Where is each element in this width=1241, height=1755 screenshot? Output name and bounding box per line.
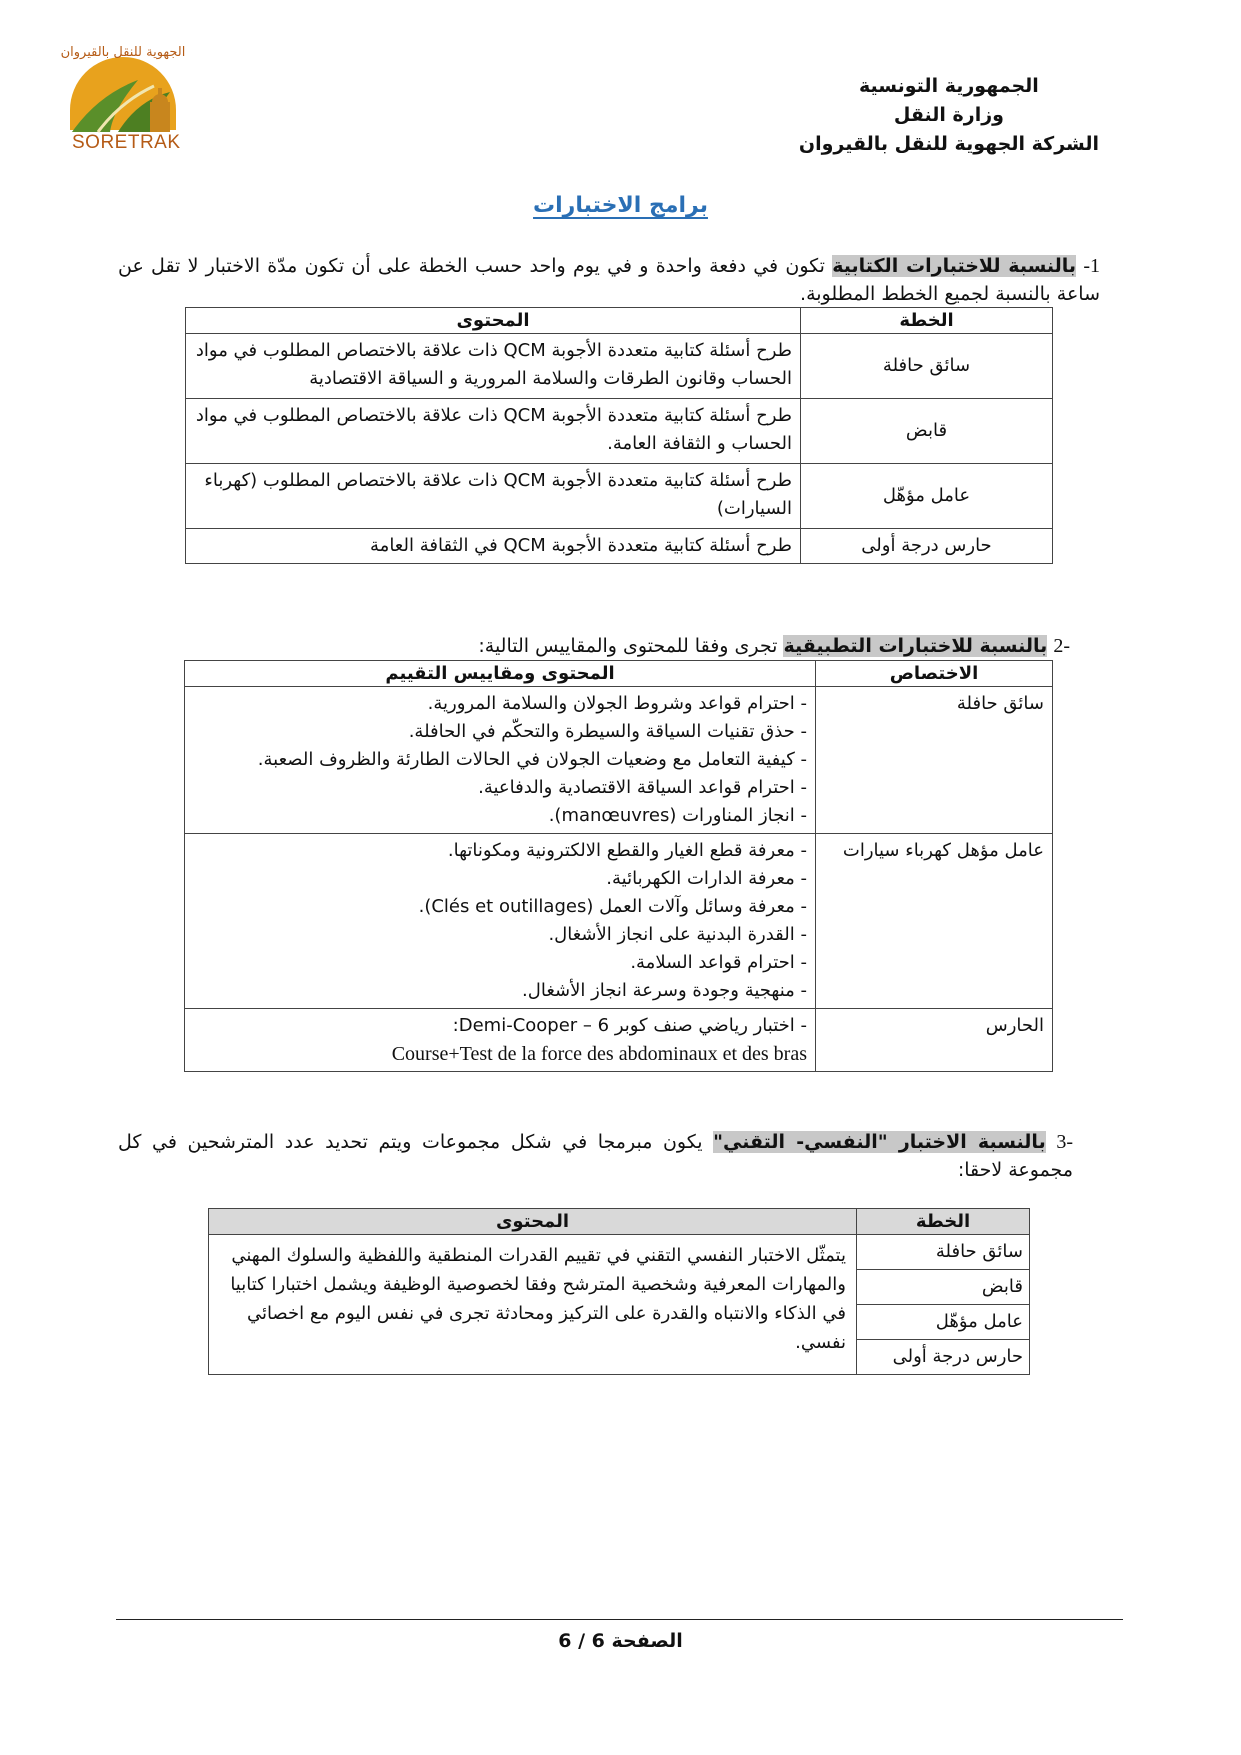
page-footer xyxy=(0,1630,1241,1652)
table-row xyxy=(186,464,1053,529)
letterhead xyxy=(799,72,1099,159)
criteria-item: - احترام قواعد السياقة الاقتصادية والدفاعية. xyxy=(478,777,807,798)
specialty-cell: الحارس xyxy=(816,1009,1053,1072)
content-cell: طرح أسئلة كتابية متعددة الأجوبة QCM في الثقافة العامة xyxy=(186,529,801,564)
specialty-cell: سائق حافلة xyxy=(816,687,1053,834)
section-2-number: -2 xyxy=(1053,635,1070,657)
logo-latin-text: SORETRAK xyxy=(72,132,181,153)
column-header-criteria: المحتوى ومقاييس التقييم xyxy=(185,661,816,687)
column-header-content: المحتوى xyxy=(209,1209,857,1235)
letterhead-company: الشركة الجهوية للنقل بالقيروان xyxy=(798,133,1099,155)
plan-cell: حارس درجة أولى xyxy=(801,529,1053,564)
plan-cell: قابض xyxy=(801,399,1053,464)
written-exams-table xyxy=(185,307,1053,564)
table-row xyxy=(186,399,1053,464)
criteria-cell xyxy=(185,834,816,1009)
plan-cell: سائق حافلة xyxy=(801,334,1053,399)
table-row xyxy=(185,1009,1053,1072)
letterhead-republic: الجمهورية التونسية xyxy=(859,75,1039,97)
plan-cell: عامل مؤهّل xyxy=(857,1305,1030,1340)
footer-divider xyxy=(116,1619,1123,1620)
criteria-item: - حذق تقنيات السياقة والسيطرة والتحكّم في الحافلة. xyxy=(408,721,807,742)
page-number: 6 xyxy=(591,1630,605,1652)
content-cell: طرح أسئلة كتابية متعددة الأجوبة QCM ذات علاقة بالاختصاص المطلوب في مواد الحساب و الثقافة العامة. xyxy=(186,399,801,464)
page-separator: / xyxy=(578,1630,586,1652)
plan-cell: عامل مؤهّل xyxy=(801,464,1053,529)
section-1-text: تكون في دفعة واحدة و في يوم واحد حسب الخطة على أن تكون مدّة الاختبار لا تقل عن ساعة بالنسبة لجميع الخطط المطلوبة. xyxy=(118,255,1100,305)
criteria-item: - كيفية التعامل مع وضعيات الجولان في الحالات الطارئة والظروف الصعبة. xyxy=(257,749,807,770)
table-row xyxy=(186,529,1053,564)
column-header-plan: الخطة xyxy=(801,308,1053,334)
criteria-cell xyxy=(185,687,816,834)
column-header-content: المحتوى xyxy=(186,308,801,334)
criteria-item: - معرفة وسائل وآلات العمل (Clés et outillages). xyxy=(418,896,807,917)
criteria-cell xyxy=(185,1009,816,1072)
section-2-text: تجرى وفقا للمحتوى والمقاييس التالية: xyxy=(478,635,784,657)
column-header-specialty: الاختصاص xyxy=(816,661,1053,687)
section-2-heading: بالنسبة للاختبارات التطبيقية xyxy=(783,635,1048,657)
table-header-row xyxy=(185,661,1053,687)
criteria-item: - معرفة قطع الغيار والقطع الالكترونية ومكوناتها. xyxy=(447,840,807,861)
letterhead-ministry: وزارة النقل xyxy=(893,104,1004,126)
content-cell: طرح أسئلة كتابية متعددة الأجوبة QCM ذات علاقة بالاختصاص المطلوب في مواد الحساب وقانون الطرقات والسلامة المرورية و السياقة الاقتصادية xyxy=(186,334,801,399)
criteria-item: - اختبار رياضي صنف كوبر Demi-Cooper – 6: xyxy=(452,1015,807,1036)
table-row xyxy=(185,834,1053,1009)
psychotechnical-exam-table xyxy=(208,1208,1030,1375)
plan-cell: قابض xyxy=(857,1270,1030,1305)
section-3-text: يكون مبرمجا في شكل مجموعات ويتم تحديد عدد المترشحين في كل مجموعة لاحقا: xyxy=(118,1131,1073,1181)
column-header-plan: الخطة xyxy=(857,1209,1030,1235)
criteria-item: - احترام قواعد السلامة. xyxy=(630,952,807,973)
page-title: برامج الاختبارات xyxy=(533,193,708,218)
practical-exams-table xyxy=(184,660,1053,1072)
section-1-heading: بالنسبة للاختبارات الكتابية xyxy=(832,255,1077,277)
plan-cell: حارس درجة أولى xyxy=(857,1340,1030,1375)
section-2-intro xyxy=(400,632,1070,660)
plan-cell: سائق حافلة xyxy=(857,1235,1030,1270)
criteria-item: Course+Test de la force des abdominaux et des bras xyxy=(391,1043,807,1065)
table-row xyxy=(209,1235,1030,1270)
section-3-intro xyxy=(118,1128,1073,1184)
section-3-number: -3 xyxy=(1056,1131,1073,1153)
criteria-item: - معرفة الدارات الكهربائية. xyxy=(606,868,807,889)
criteria-item: - احترام قواعد وشروط الجولان والسلامة المرورية. xyxy=(427,693,807,714)
section-3-heading: بالنسبة الاختبار "النفسي- التقني" xyxy=(713,1131,1046,1153)
criteria-item: - انجاز المناورات (manœuvres). xyxy=(548,805,807,826)
criteria-item: - منهجية وجودة وسرعة انجاز الأشغال. xyxy=(522,980,807,1001)
table-header-row xyxy=(186,308,1053,334)
logo-arabic-text: الجهوية للنقل بالقيروان xyxy=(60,45,186,60)
content-cell: طرح أسئلة كتابية متعددة الأجوبة QCM ذات علاقة بالاختصاص المطلوب (كهرباء السيارات) xyxy=(186,464,801,529)
specialty-cell: عامل مؤهل كهرباء سيارات xyxy=(816,834,1053,1009)
section-1-intro xyxy=(118,252,1100,308)
section-1-number: 1- xyxy=(1083,255,1101,277)
table-row xyxy=(186,334,1053,399)
table-header-row xyxy=(209,1209,1030,1235)
page-total: 6 xyxy=(558,1630,572,1652)
page-label: الصفحة xyxy=(611,1630,683,1652)
content-cell: يتمثّل الاختبار النفسي التقني في تقييم القدرات المنطقية واللفظية والسلوك المهني والمهارات المعرفية وشخصية المترشح وفقا لخصوصية الوظيفة ويشمل اختبارا كتابيا في الذكاء والانتباه والقدرة على التركيز ومحادثة تجرى في نفس اليوم مع اخصائي نفسي. xyxy=(209,1235,857,1375)
table-row xyxy=(185,687,1053,834)
criteria-item: - القدرة البدنية على انجاز الأشغال. xyxy=(548,924,807,945)
